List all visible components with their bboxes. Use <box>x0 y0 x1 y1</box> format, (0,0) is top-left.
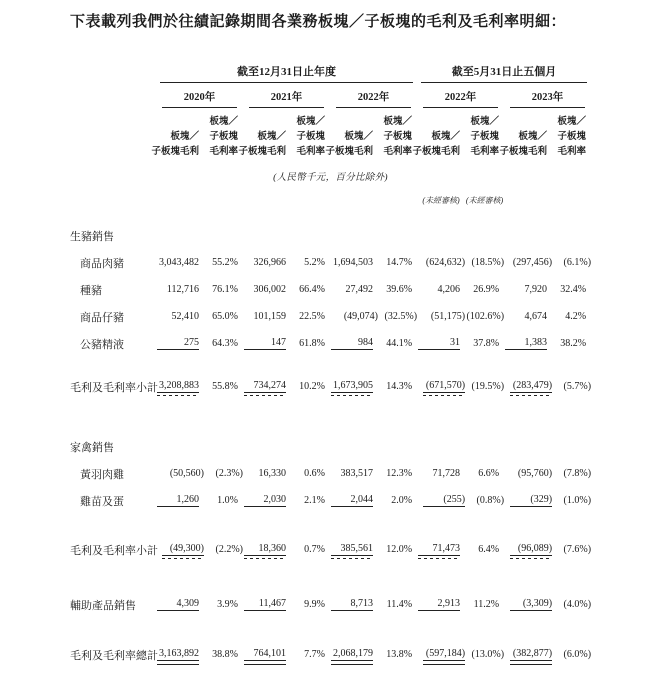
cell <box>291 328 330 359</box>
cell <box>417 516 465 570</box>
cell-value: 16,330 <box>258 468 286 480</box>
margin-column-header <box>552 108 591 161</box>
cell-value: 12.3% <box>386 468 413 480</box>
cell <box>291 247 330 274</box>
cell <box>552 458 591 485</box>
cell-value: 326,966 <box>253 257 286 269</box>
cell <box>504 458 552 485</box>
cell-value: 2,030 <box>244 494 286 507</box>
cell-value: 101,159 <box>253 311 286 323</box>
header-line: 子板塊 <box>209 132 238 143</box>
section-label: 生豬銷售 <box>70 230 114 243</box>
header-line: 板塊／ <box>209 117 238 127</box>
unaudited-note: (未經審核) <box>422 195 460 205</box>
row-label: 雞苗及蛋 <box>80 495 124 508</box>
cell-value: 37.8% <box>473 338 500 350</box>
cell-value: 44.1% <box>386 338 413 350</box>
cell <box>156 570 204 625</box>
cell <box>552 274 591 301</box>
header-line: 子板塊毛利 <box>151 147 199 158</box>
cell-value: 65.0% <box>212 311 238 323</box>
cell-value: 76.1% <box>212 284 238 296</box>
cell <box>465 516 504 570</box>
year-label: 2023年 <box>510 83 585 108</box>
cell <box>330 625 378 675</box>
cell-value: 38.2% <box>560 338 587 350</box>
cell <box>291 274 330 301</box>
cell <box>504 301 552 328</box>
cell-value: 6.6% <box>478 468 500 480</box>
cell <box>204 274 243 301</box>
cell <box>465 458 504 485</box>
period-group-header <box>417 63 591 83</box>
cell-value: 383,517 <box>340 468 373 480</box>
header-line: 子板塊毛利 <box>499 147 548 158</box>
header-line: 板塊／ <box>344 132 373 143</box>
cell-value: 306,002 <box>253 284 286 296</box>
gross-profit-column-header <box>151 108 204 161</box>
cell-value: 3,163,892 <box>159 648 199 660</box>
row-label: 商品仔豬 <box>80 311 124 324</box>
cell-value: 2.0% <box>391 495 413 507</box>
cell <box>330 247 378 274</box>
table-row <box>70 516 591 570</box>
cell <box>330 485 378 516</box>
cell-value: 2,068,179 <box>333 648 373 660</box>
cell <box>156 328 204 359</box>
cell <box>330 516 378 570</box>
page-title: 下表載列我們於往績記錄期間各業務板塊／子板塊的毛利及毛利率明細： <box>70 14 567 30</box>
cell <box>330 359 378 407</box>
table-row <box>70 485 591 516</box>
cell <box>504 328 552 359</box>
cell <box>156 458 204 485</box>
cell <box>243 570 291 625</box>
cell <box>417 359 465 407</box>
cell <box>504 570 552 625</box>
cell-value: (2.3%) <box>215 468 243 480</box>
header-line: 子板塊 <box>557 132 587 143</box>
cell <box>417 625 465 675</box>
cell-value: (5.7%) <box>563 381 592 393</box>
header-line: 子板塊毛利 <box>412 147 461 158</box>
cell <box>465 247 504 274</box>
cell-value: 1,694,503 <box>333 257 373 269</box>
cell-value: 64.3% <box>212 338 238 350</box>
cell-value: 11,467 <box>244 598 286 611</box>
cell <box>465 625 504 675</box>
cell-value: 26.9% <box>473 284 500 296</box>
cell <box>417 328 465 359</box>
cell-value: (255) <box>423 494 465 507</box>
period-group-header <box>156 63 417 83</box>
cell-value: (49,300) <box>162 543 204 556</box>
cell-value: 11.2% <box>473 599 500 611</box>
cell-value: 385,561 <box>331 543 373 556</box>
cell-value: 4,309 <box>157 598 199 611</box>
cell <box>204 328 243 359</box>
cell <box>417 274 465 301</box>
header-line: 毛利率 <box>557 147 587 158</box>
cell <box>243 485 291 516</box>
gross-profit-column-header <box>238 108 291 161</box>
cell <box>465 359 504 407</box>
margin-column-header <box>378 108 417 161</box>
cell-value: 4.2% <box>565 311 587 323</box>
table-row <box>70 625 591 675</box>
cell <box>243 301 291 328</box>
cell <box>552 516 591 570</box>
cell <box>156 301 204 328</box>
cell <box>504 247 552 274</box>
cell-value: (50,560) <box>169 468 204 480</box>
cell-value: 12.0% <box>386 544 413 556</box>
cell-value: 55.8% <box>212 381 238 393</box>
cell <box>378 301 417 328</box>
cell-value: 1.0% <box>217 495 238 507</box>
cell-value: (13.0%) <box>471 649 505 661</box>
cell-value: (102.6%) <box>466 311 505 323</box>
cell <box>156 247 204 274</box>
cell-value: (597,184) <box>423 648 465 661</box>
cell-value: (51,175) <box>430 311 466 323</box>
cell-value: (6.1%) <box>563 257 592 269</box>
cell-value: (95,760) <box>517 468 553 480</box>
cell <box>204 458 243 485</box>
cell <box>378 485 417 516</box>
table-row <box>70 458 591 485</box>
header-line: 板塊／ <box>557 117 587 127</box>
cell-value: 984 <box>331 337 373 350</box>
table-row <box>70 570 591 625</box>
header-line: 板塊／ <box>170 132 199 143</box>
cell-value: 14.7% <box>386 257 413 269</box>
cell <box>552 570 591 625</box>
year-label: 2022年 <box>423 83 498 108</box>
row-label: 毛利及毛利率小計 <box>70 381 158 394</box>
cell <box>204 247 243 274</box>
header-line: 子板塊毛利 <box>238 147 286 158</box>
cell <box>330 570 378 625</box>
cell-value: 3,208,883 <box>159 380 199 392</box>
cell <box>156 485 204 516</box>
year-header <box>417 83 504 108</box>
cell-value: 71,728 <box>432 468 461 480</box>
cell <box>378 625 417 675</box>
cell <box>291 570 330 625</box>
cell-value: 18,360 <box>244 543 286 556</box>
cell <box>504 516 552 570</box>
cell-value: (96,089) <box>510 543 552 556</box>
header-line: 板塊／ <box>470 117 500 127</box>
cell-value: 66.4% <box>299 284 325 296</box>
header-line: 毛利率 <box>470 147 500 158</box>
cell <box>465 570 504 625</box>
cell <box>417 485 465 516</box>
table-row <box>70 206 591 247</box>
header-line: 板塊／ <box>383 117 413 127</box>
cell-value: 112,716 <box>166 284 199 296</box>
row-label: 公豬精液 <box>80 338 124 351</box>
cell <box>330 301 378 328</box>
header-line: 板塊／ <box>518 132 548 143</box>
cell-value: (19.5%) <box>471 381 505 393</box>
table-row <box>70 359 591 407</box>
cell-value: (6.0%) <box>563 649 592 661</box>
margin-column-header <box>204 108 243 161</box>
cell-value: 764,101 <box>244 648 286 661</box>
cell-value: (329) <box>510 494 552 507</box>
header-line: 子板塊 <box>470 132 500 143</box>
cell <box>243 328 291 359</box>
row-label: 種豬 <box>80 284 102 297</box>
header-line: 毛利率 <box>209 147 238 158</box>
cell <box>417 458 465 485</box>
cell <box>378 247 417 274</box>
header-line: 板塊／ <box>431 132 461 143</box>
cell <box>465 328 504 359</box>
cell-value: (2.2%) <box>215 544 243 556</box>
cell-value: 3.9% <box>217 599 238 611</box>
cell <box>378 570 417 625</box>
cell-value: 61.8% <box>299 338 325 350</box>
table-row <box>70 407 591 458</box>
header-line: 子板塊 <box>383 132 413 143</box>
margin-column-header <box>465 108 504 161</box>
cell-value: 8,713 <box>331 598 373 611</box>
year-header <box>243 83 330 108</box>
cell-value: 52,410 <box>171 311 199 323</box>
row-label: 毛利及毛利率總計 <box>70 649 158 662</box>
table-row <box>70 301 591 328</box>
cell <box>330 274 378 301</box>
cell-value: 6.4% <box>478 544 500 556</box>
cell-value: 1,673,905 <box>333 380 373 392</box>
cell <box>552 328 591 359</box>
cell <box>378 274 417 301</box>
cell-value: (1.0%) <box>563 495 592 507</box>
cell <box>417 301 465 328</box>
cell-value: 2.1% <box>304 495 325 507</box>
cell <box>291 485 330 516</box>
cell-value: 31 <box>418 337 460 350</box>
cell-value: 1,383 <box>505 337 547 350</box>
header-line: 板塊／ <box>296 117 325 127</box>
cell <box>552 247 591 274</box>
cell-value: 3,043,482 <box>159 257 199 269</box>
year-label: 2022年 <box>336 83 411 108</box>
unaudited-note: (未經審核) <box>465 195 504 205</box>
cell <box>291 301 330 328</box>
year-label: 2020年 <box>162 83 237 108</box>
cell <box>204 570 243 625</box>
period-group-label: 截至12月31日止年度 <box>160 63 413 83</box>
cell-value: 147 <box>244 337 286 350</box>
cell-value: (283,479) <box>510 380 552 393</box>
cell-value: (0.8%) <box>476 495 505 507</box>
table-row <box>70 328 591 359</box>
cell-value: 11.4% <box>386 599 413 611</box>
gross-profit-column-header <box>412 108 465 161</box>
cell <box>243 359 291 407</box>
cell <box>330 458 378 485</box>
cell <box>417 247 465 274</box>
cell-value: 4,674 <box>524 311 548 323</box>
cell <box>156 359 204 407</box>
header-line: 毛利率 <box>296 147 325 158</box>
year-header <box>156 83 243 108</box>
cell-value: 2,913 <box>418 598 460 611</box>
cell <box>378 359 417 407</box>
cell <box>552 485 591 516</box>
cell-value: 22.5% <box>299 311 325 323</box>
cell <box>552 359 591 407</box>
period-group-label: 截至5月31日止五個月 <box>421 63 587 83</box>
cell <box>504 625 552 675</box>
cell <box>291 458 330 485</box>
cell-value: (671,570) <box>423 380 465 393</box>
row-label: 輔助產品銷售 <box>70 599 136 612</box>
cell <box>552 301 591 328</box>
cell-value: 275 <box>157 337 199 350</box>
cell <box>552 625 591 675</box>
cell <box>504 359 552 407</box>
cell-value: 0.6% <box>304 468 325 480</box>
cell-value: 39.6% <box>386 284 413 296</box>
table-body <box>70 206 591 675</box>
cell-value: 4,206 <box>437 284 461 296</box>
cell-value: (7.6%) <box>563 544 592 556</box>
cell <box>204 516 243 570</box>
cell <box>465 274 504 301</box>
cell <box>378 458 417 485</box>
cell <box>204 625 243 675</box>
header-line: 子板塊毛利 <box>325 147 373 158</box>
cell <box>204 301 243 328</box>
cell <box>156 625 204 675</box>
cell-value: 2,044 <box>331 494 373 507</box>
cell-value: 71,473 <box>418 543 460 556</box>
unaudited-note-row <box>70 183 591 206</box>
cell-value: (49,074) <box>343 311 378 323</box>
cell <box>291 625 330 675</box>
row-label: 毛利及毛利率小計 <box>70 544 158 557</box>
table-row <box>70 274 591 301</box>
cell-value: 9.9% <box>304 599 325 611</box>
period-group-row <box>70 63 591 83</box>
cell-value: 14.3% <box>386 381 413 393</box>
cell-value: 27,492 <box>345 284 373 296</box>
header-line: 毛利率 <box>383 147 413 158</box>
cell <box>204 359 243 407</box>
cell-value: 13.8% <box>386 649 413 661</box>
cell <box>156 274 204 301</box>
cell <box>291 359 330 407</box>
cell-value: (297,456) <box>512 257 553 269</box>
row-label: 黃羽肉雞 <box>80 468 124 481</box>
gross-profit-table <box>70 63 591 675</box>
cell <box>204 485 243 516</box>
cell-value: (4.0%) <box>563 599 592 611</box>
row-label: 商品肉豬 <box>80 257 124 270</box>
cell-value: (7.8%) <box>563 468 592 480</box>
unit-note-row <box>70 161 591 183</box>
cell <box>504 485 552 516</box>
cell-value: (624,632) <box>425 257 466 269</box>
table-row <box>70 247 591 274</box>
table-header <box>70 63 591 206</box>
year-header <box>504 83 591 108</box>
cell-value: 0.7% <box>304 544 325 556</box>
cell-value: 7,920 <box>524 284 548 296</box>
cell <box>243 458 291 485</box>
cell <box>243 274 291 301</box>
cell <box>417 570 465 625</box>
cell <box>291 516 330 570</box>
cell <box>243 247 291 274</box>
margin-column-header <box>291 108 330 161</box>
section-label: 家禽銷售 <box>70 441 114 454</box>
cell <box>243 625 291 675</box>
column-header-row <box>70 108 591 161</box>
cell <box>504 274 552 301</box>
cell <box>330 328 378 359</box>
year-label: 2021年 <box>249 83 324 108</box>
year-row <box>70 83 591 108</box>
cell <box>465 301 504 328</box>
cell <box>378 516 417 570</box>
header-line: 子板塊 <box>296 132 325 143</box>
header-line: 板塊／ <box>257 132 286 143</box>
cell-value: 10.2% <box>299 381 325 393</box>
cell-value: 38.8% <box>212 649 238 661</box>
cell-value: 32.4% <box>560 284 587 296</box>
cell-value: 5.2% <box>304 257 325 269</box>
gross-profit-column-header <box>499 108 552 161</box>
cell <box>156 516 204 570</box>
cell-value: (3,309) <box>510 598 552 611</box>
cell-value: (32.5%) <box>384 311 418 323</box>
cell-value: 734,274 <box>244 380 286 393</box>
gross-profit-column-header <box>325 108 378 161</box>
cell <box>243 516 291 570</box>
cell-value: (382,877) <box>510 648 552 661</box>
cell <box>378 328 417 359</box>
unit-note: (人民幣千元，百分比除外) <box>273 172 388 183</box>
cell-value: 55.2% <box>212 257 238 269</box>
cell-value: 7.7% <box>304 649 325 661</box>
cell <box>465 485 504 516</box>
cell-value: (18.5%) <box>471 257 505 269</box>
year-header <box>330 83 417 108</box>
cell-value: 1,260 <box>157 494 199 507</box>
